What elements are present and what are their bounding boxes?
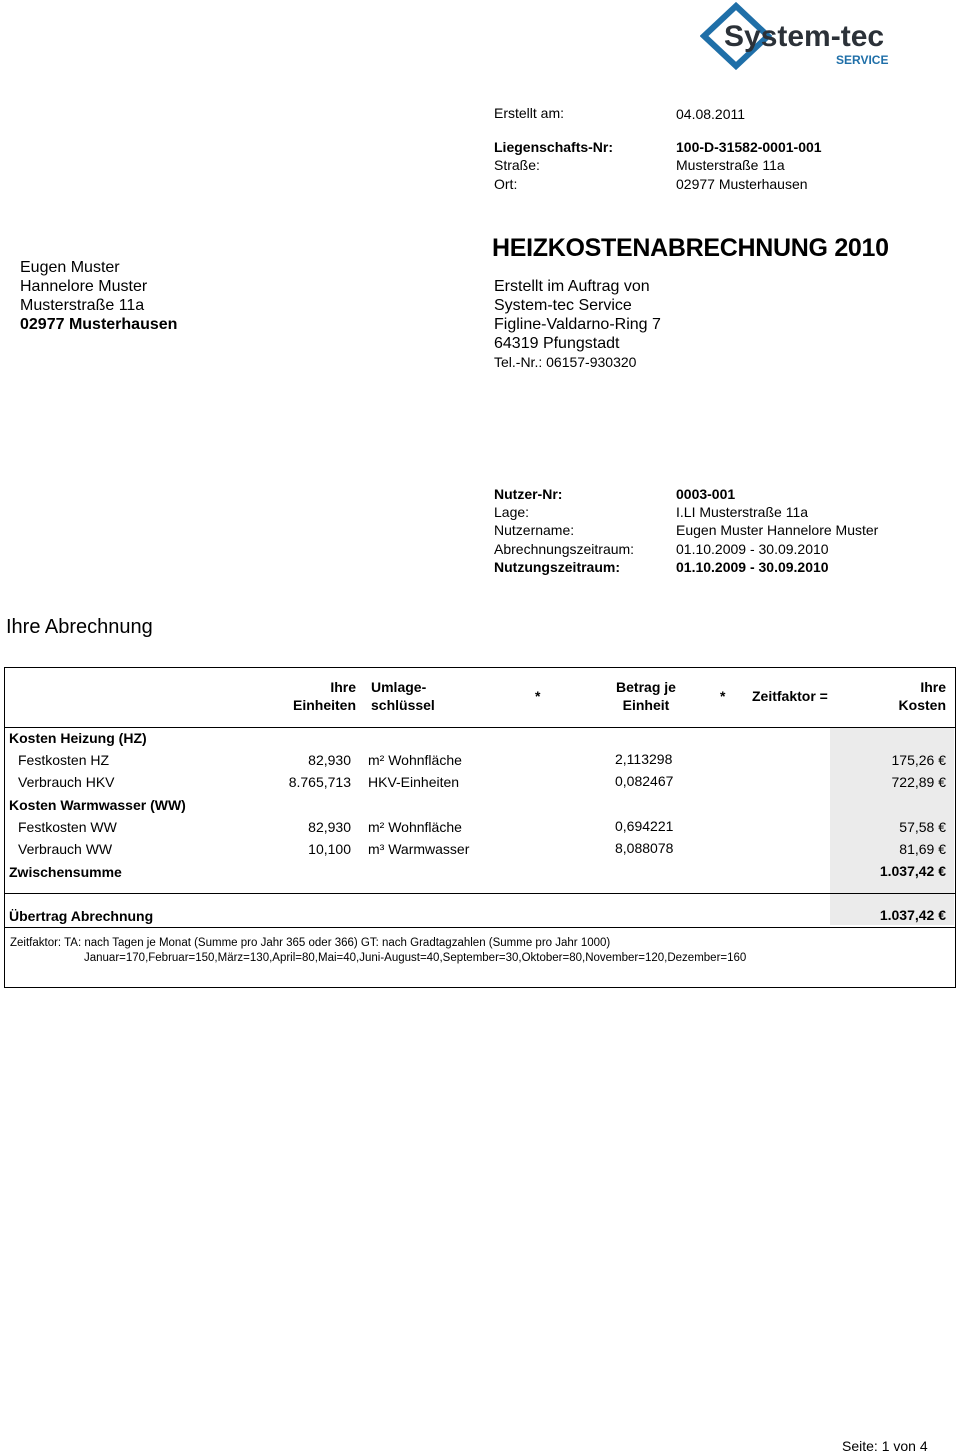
- row-kosten: 57,58 €: [899, 819, 946, 835]
- nutzungszeitraum-label: Nutzungszeitraum:: [494, 559, 620, 575]
- row-betrag: 8,088078: [615, 840, 674, 856]
- recipient-line: Hannelore Muster: [20, 278, 148, 295]
- table-footer-divider: [5, 927, 955, 928]
- page-number: Seite: 1 von 4: [842, 1438, 928, 1454]
- row-label: Verbrauch WW: [18, 841, 113, 857]
- group-heizung: Kosten Heizung (HZ): [9, 730, 147, 746]
- header-einheiten-line2: Einheiten: [292, 697, 356, 713]
- issuer-line: 64319 Pfungstadt: [494, 335, 620, 352]
- document-title: HEIZKOSTENABRECHNUNG 2010: [492, 234, 889, 262]
- row-betrag: 0,082467: [615, 773, 674, 789]
- logo-text: System-tec: [724, 20, 885, 53]
- liegenschaft-value: 100-D-31582-0001-001: [676, 139, 822, 155]
- row-einheiten: 82,930: [308, 752, 351, 768]
- zwischensumme-label: Zwischensumme: [9, 864, 122, 880]
- issuer-line: Erstellt im Auftrag von: [494, 278, 650, 295]
- row-label: Verbrauch HKV: [18, 774, 115, 790]
- issuer-line: Figline-Valdarno-Ring 7: [494, 316, 661, 333]
- nutzungszeitraum-value: 01.10.2009 - 30.09.2010: [676, 559, 829, 575]
- uebertrag-value: 1.037,42 €: [879, 907, 946, 923]
- row-kosten: 81,69 €: [899, 841, 946, 857]
- section-title: Ihre Abrechnung: [6, 616, 153, 638]
- row-kosten: 175,26 €: [891, 752, 946, 768]
- row-schluessel: m² Wohnfläche: [368, 752, 462, 768]
- nutzername-value: Eugen Muster Hannelore Muster: [676, 522, 879, 538]
- group-warmwasser: Kosten Warmwasser (WW): [9, 797, 186, 813]
- row-einheiten: 8.765,713: [288, 774, 351, 790]
- row-schluessel: m² Wohnfläche: [368, 819, 462, 835]
- row-betrag: 0,694221: [615, 818, 674, 834]
- header-betrag: [600, 678, 692, 714]
- erstellt-value: 04.08.2011: [676, 106, 746, 122]
- recipient-address: [20, 258, 177, 334]
- issuer-line: System-tec Service: [494, 297, 632, 314]
- abrechnungszeitraum-value: 01.10.2009 - 30.09.2010: [676, 541, 829, 557]
- footnote-line: Januar=170,Februar=150,März=130,April=80,Mai=40,Juni-August=40,September=30,Oktober=80,November=120,Dezember=160: [84, 952, 747, 964]
- header-kosten-line2: Kosten: [898, 697, 946, 713]
- row-einheiten: 82,930: [308, 819, 351, 835]
- row-schluessel: m³ Warmwasser: [368, 841, 470, 857]
- row-schluessel: HKV-Einheiten: [368, 774, 460, 790]
- uebertrag-label: Übertrag Abrechnung: [9, 908, 154, 924]
- table-header-divider: [5, 727, 955, 728]
- row-einheiten: 10,100: [308, 841, 351, 857]
- erstellt-label: Erstellt am:: [494, 105, 565, 121]
- lage-label: Lage:: [494, 504, 530, 520]
- recipient-city: 02977 Musterhausen: [20, 316, 178, 333]
- ort-label: Ort:: [494, 176, 518, 192]
- header-umlage-line1: Umlage-: [371, 679, 427, 695]
- header-einheiten: [250, 678, 356, 714]
- nutzer-label: Nutzer-Nr:: [494, 486, 563, 502]
- zeitfaktor-footnote: [10, 936, 746, 966]
- lage-value: I.LI Musterstraße 11a: [676, 504, 809, 520]
- header-umlage-line2: schlüssel: [371, 697, 435, 713]
- header-umlageschluessel: [371, 678, 435, 714]
- header-kosten-line1: Ihre: [920, 679, 946, 695]
- abrechnungszeitraum-label: Abrechnungszeitraum:: [494, 541, 635, 557]
- nutzer-value: 0003-001: [676, 486, 736, 502]
- zwischensumme-value: 1.037,42 €: [879, 863, 946, 879]
- recipient-line: Eugen Muster: [20, 259, 120, 276]
- header-multiply-2: *: [720, 688, 726, 704]
- logo-subtext: SERVICE: [836, 53, 889, 67]
- nutzername-label: Nutzername:: [494, 522, 575, 538]
- header-betrag-line1: Betrag je: [616, 679, 676, 695]
- issuer-block: [494, 277, 661, 372]
- issuer-phone: Tel.-Nr.: 06157-930320: [494, 354, 637, 370]
- header-zeitfaktor: Zeitfaktor =: [752, 688, 828, 704]
- header-kosten: [840, 678, 946, 714]
- liegenschaft-label: Liegenschafts-Nr:: [494, 139, 614, 155]
- strasse-value: Musterstraße 11a: [676, 157, 785, 173]
- row-label: Festkosten WW: [18, 819, 117, 835]
- row-kosten: 722,89 €: [891, 774, 946, 790]
- header-multiply-1: *: [535, 688, 541, 704]
- header-einheiten-line1: Ihre: [330, 679, 356, 695]
- ort-value: 02977 Musterhausen: [676, 176, 808, 192]
- recipient-line: Musterstraße 11a: [20, 297, 145, 314]
- row-betrag: 2,113298: [615, 751, 673, 767]
- header-betrag-line2: Einheit: [622, 697, 670, 713]
- system-tec-logo: [700, 2, 900, 70]
- row-label: Festkosten HZ: [18, 752, 110, 768]
- footnote-line: Zeitfaktor: TA: nach Tagen je Monat (Summe pro Jahr 365 oder 366) GT: nach Gradtagzahlen (Summe pro Jahr 1000): [10, 937, 611, 949]
- table-subtotal-divider: [5, 893, 955, 894]
- strasse-label: Straße:: [494, 157, 540, 173]
